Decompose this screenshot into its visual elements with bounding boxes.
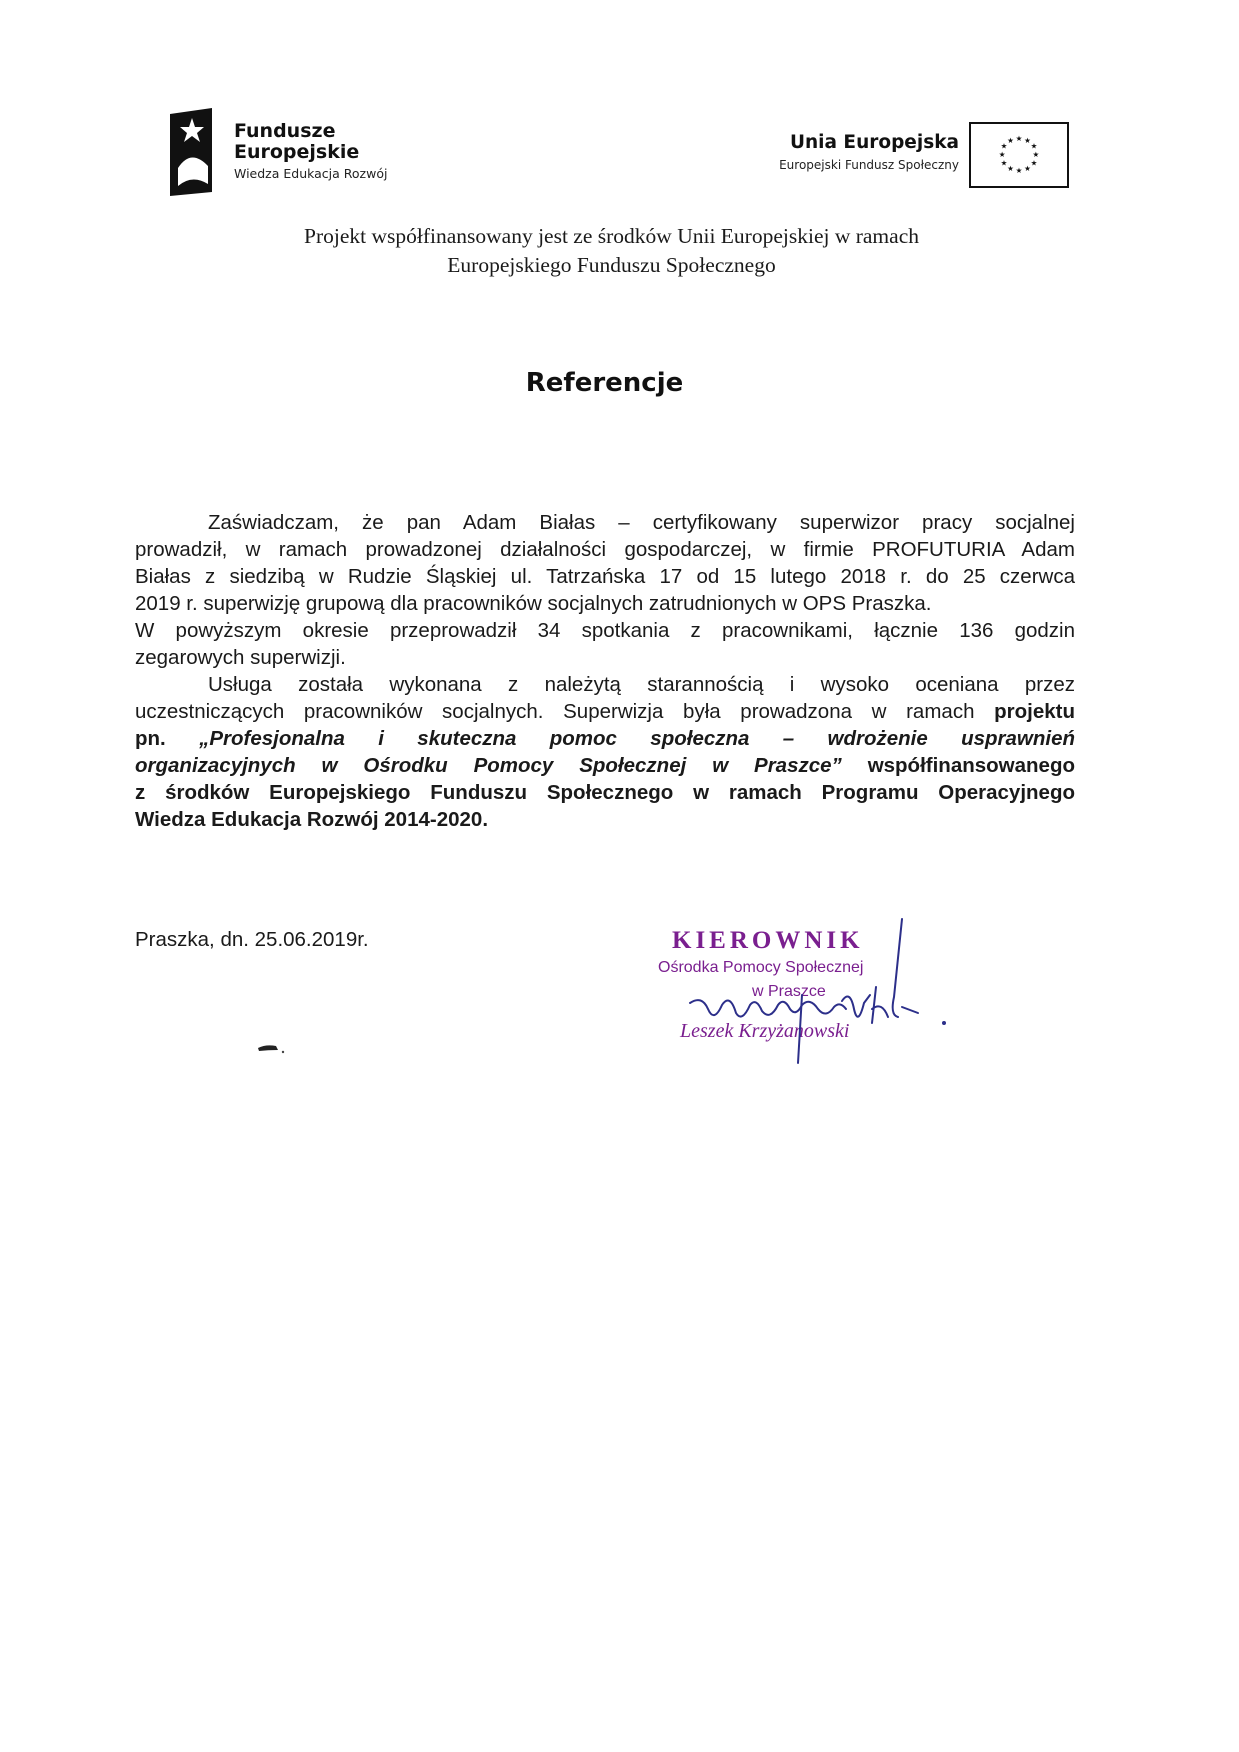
svg-text:★: ★: [1030, 141, 1038, 151]
document-title: Referencje: [525, 368, 684, 398]
fe-logo-line1: Fundusze: [234, 120, 336, 142]
unia-europejska-logo: [729, 122, 1069, 190]
stamp-line-1: KIEROWNIK: [672, 927, 864, 954]
eu-flag-icon: [969, 122, 1069, 188]
body-line-10: [135, 753, 1075, 779]
stamp-line-2: Ośrodka Pomocy Społecznej: [658, 959, 864, 976]
project-title-part1: „Profesjonalna i skuteczna pomoc społeczna – wdrożenie usprawnień: [199, 727, 1075, 750]
official-stamp: [650, 905, 960, 1075]
body-line-1: Zaświadczam, że pan Adam Białas – certyfikowany superwizor pracy socjalnej: [208, 511, 1075, 534]
stamp-line-4: Leszek Krzyżanowski: [680, 1020, 850, 1042]
handwritten-signature: [650, 905, 960, 1075]
svg-text:★: ★: [1032, 149, 1040, 159]
svg-text:★: ★: [1007, 135, 1014, 145]
svg-text:★: ★: [1024, 163, 1031, 173]
fundusze-europejskie-star-icon: [168, 108, 214, 196]
cofinance-line-1: Projekt współfinansowany jest ze środków Unii Europejskiej w ramach: [303, 224, 919, 248]
svg-text:★: ★: [1024, 135, 1031, 145]
fe-logo-line2: Europejskie: [234, 141, 360, 163]
svg-text:★: ★: [998, 149, 1006, 159]
stamp-line-3: w Praszce: [752, 983, 826, 1000]
body-line-8-text: uczestniczących pracowników socjalnych. Superwizja była prowadzona w ramach: [135, 700, 995, 723]
body-line-8: [135, 699, 1075, 725]
project-title-part2: organizacyjnych w Ośrodku Pomocy Społecznej w Praszce”: [135, 754, 842, 777]
ink-smudge: [256, 1040, 286, 1054]
body-line-3: Białas z siedzibą w Rudzie Śląskiej ul. Tatrzańska 17 od 15 lutego 2018 r. do 25 czerwca: [135, 565, 1075, 588]
body-line-10-bold: współfinansowanego: [841, 754, 1075, 777]
body-line-2: prowadził, w ramach prowadzonej działalności gospodarczej, w firmie PROFUTURIA Adam: [135, 538, 1075, 561]
svg-text:★: ★: [1015, 133, 1023, 143]
body-line-9: [135, 726, 1075, 752]
cofinance-line-2: Europejskiego Funduszu Społecznego: [447, 253, 776, 277]
body-line-7: Usługa została wykonana z należytą starannością i wysoko oceniana przez: [208, 673, 1075, 696]
body-line-5: W powyższym okresie przeprowadził 34 spotkania z pracownikami, łącznie 136 godzin: [135, 619, 1075, 642]
place-and-date: Praszka, dn. 25.06.2019r.: [135, 928, 369, 951]
ue-logo-line1: Unia Europejska: [789, 132, 959, 153]
svg-text:★: ★: [1015, 165, 1023, 175]
body-line-8-bold: projektu: [994, 700, 1075, 723]
svg-text:★: ★: [1000, 141, 1008, 151]
body-line-12: Wiedza Edukacja Rozwój 2014-2020.: [135, 808, 489, 831]
body-line-11: z środków Europejskiego Funduszu Społecznego w ramach Programu Operacyjnego: [135, 781, 1075, 804]
ue-logo-line2: Europejski Fundusz Społeczny: [779, 158, 959, 172]
svg-text:★: ★: [1030, 158, 1038, 168]
body-line-6: zegarowych superwizji.: [135, 646, 346, 669]
svg-text:★: ★: [1000, 158, 1008, 168]
svg-text:★: ★: [1007, 163, 1014, 173]
body-line-4: 2019 r. superwizję grupową dla pracowników socjalnych zatrudnionych w OPS Praszka.: [135, 592, 932, 615]
fe-logo-line3: Wiedza Edukacja Rozwój: [234, 166, 388, 181]
fundusze-europejskie-logo: [168, 108, 408, 200]
body-line-9-prefix: pn.: [135, 727, 200, 750]
